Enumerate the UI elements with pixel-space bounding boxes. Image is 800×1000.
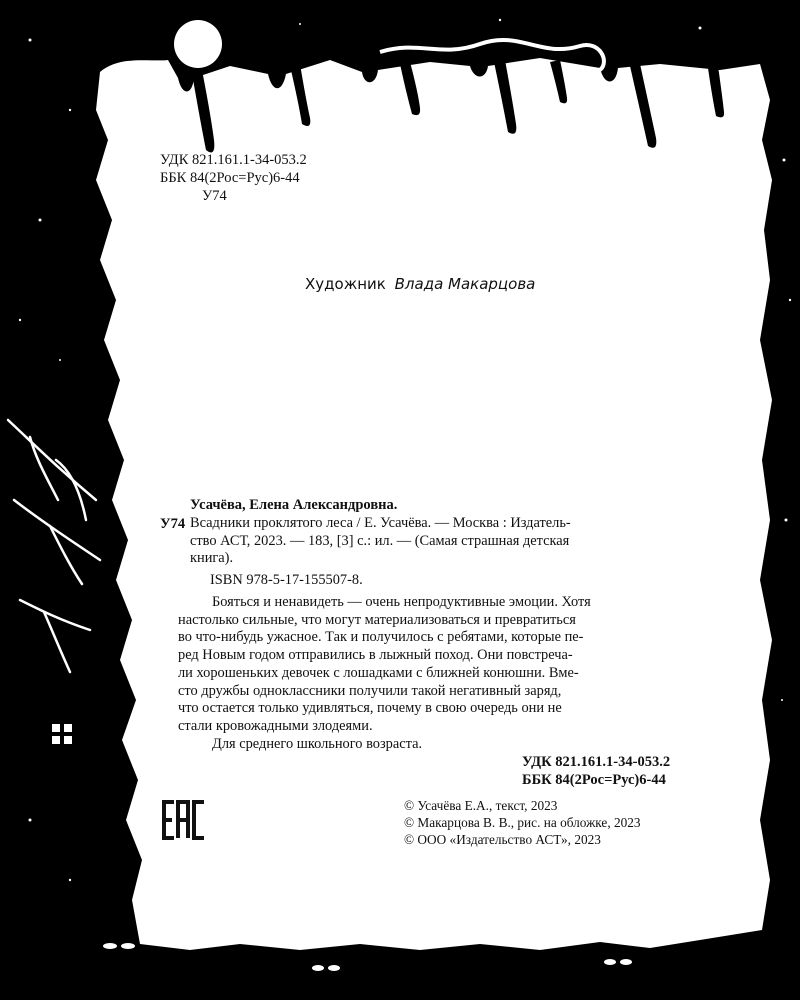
annotation-line: что остается только удивляться, почему в свою очередь они не	[178, 700, 562, 717]
author-mark-top: У74	[202, 188, 227, 204]
illustrator-label: Художник	[305, 275, 386, 293]
annotation-line: Бояться и ненавидеть — очень непродуктивные эмоции. Хотя	[212, 594, 591, 610]
annotation-line: настолько сильные, что могут материализоваться и превратиться	[178, 611, 576, 628]
bbk-top: ББК 84(2Рос=Рус)6-44	[160, 170, 300, 186]
annotation-line: ред Новым годом отправились в лыжный поход. Они повстреча-	[178, 647, 573, 664]
illustrator-name: Влада Макарцова	[394, 275, 536, 293]
copyright-text: © Усачёва Е.А., текст, 2023	[404, 798, 558, 813]
record-mark: У74	[160, 516, 186, 532]
audience-line: Для среднего школьного возраста.	[212, 735, 423, 752]
eac-mark	[160, 798, 208, 842]
copyright-cover: © Макарцова В. В., рис. на обложке, 2023	[404, 815, 641, 830]
record-description	[190, 515, 571, 568]
record-author: Усачёва, Елена Александровна.	[190, 497, 398, 513]
copyright-publisher: © ООО «Издательство АСТ», 2023	[404, 832, 601, 847]
udk-bottom: УДК 821.161.1-34-053.2	[522, 754, 671, 770]
description-line: ство АСТ, 2023. — 183, [3] с.: ил. — (Самая страшная детская	[190, 532, 570, 549]
bbk-bottom: ББК 84(2Рос=Рус)6-44	[522, 772, 666, 788]
isbn: ISBN 978-5-17-155507-8.	[210, 572, 363, 588]
description-line: книга).	[190, 550, 234, 567]
annotation	[178, 594, 591, 753]
annotation-line: сто дружбы одноклассники получили такой негативный заряд,	[178, 682, 562, 699]
illustrator-credit	[305, 275, 535, 293]
annotation-line: стали кровожадными злодеями.	[178, 717, 373, 734]
annotation-line: во что-нибудь ужасное. Так и получилось с ребятами, которые пе-	[178, 629, 584, 646]
branch-icon	[8, 420, 100, 672]
description-line: Всадники проклятого леса / Е. Усачёва. — Москва : Издатель-	[190, 515, 571, 531]
moon-icon	[174, 20, 222, 68]
udk-top: УДК 821.161.1-34-053.2	[160, 152, 307, 168]
annotation-line: ли хорошеньких девочек с лошадками с ближней конюшни. Вме-	[178, 664, 579, 681]
window-icon	[52, 724, 72, 744]
